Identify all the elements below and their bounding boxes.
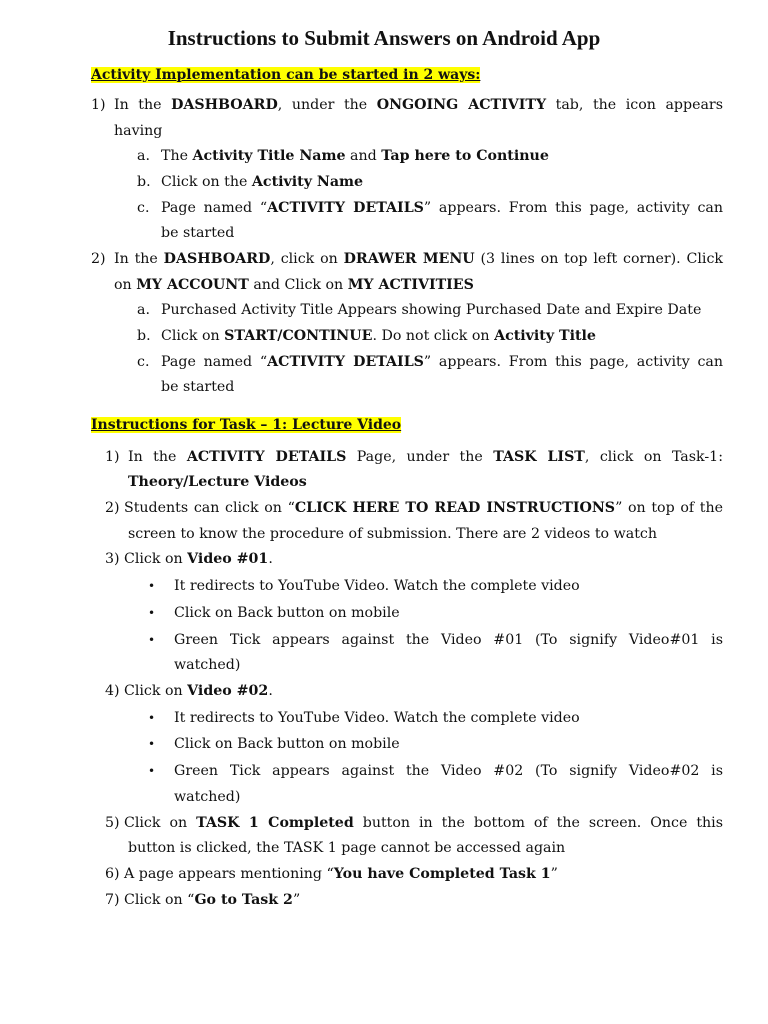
step3-bullet-2: Click on Back button on mobile	[174, 605, 400, 621]
section2-heading-text: Instructions for Task – 1: Lecture Video	[91, 417, 402, 433]
step4-line: Click on Video #02.	[124, 683, 273, 699]
step3-bullet-3-cont: watched)	[174, 657, 241, 673]
bullet-dot: •	[148, 737, 156, 751]
item1-line1: In the DASHBOARD, under the ONGOING ACTIVITY tab, the icon appears	[114, 97, 723, 113]
item1-a-text: The Activity Title Name and Tap here to Continue	[161, 148, 549, 164]
item2-a-label: a.	[137, 302, 150, 318]
item1-c-label: c.	[137, 200, 150, 216]
step3-number: 3)	[105, 551, 120, 567]
step4-bullet-3: Green Tick appears against the Video #02 (To signify Video#02 is	[174, 763, 723, 779]
step5-line2: button is clicked, the TASK 1 page cannot be accessed again	[128, 840, 566, 856]
step4-bullet-1: It redirects to YouTube Video. Watch the complete video	[174, 710, 580, 726]
item2-a-text: Purchased Activity Title Appears showing Purchased Date and Expire Date	[161, 302, 702, 318]
step1-line1: In the ACTIVITY DETAILS Page, under the TASK LIST, click on Task-1:	[128, 449, 723, 465]
step7-line: Click on “Go to Task 2”	[124, 892, 301, 908]
item2-line2: on MY ACCOUNT and Click on MY ACTIVITIES	[114, 277, 474, 293]
item1-line2: having	[114, 123, 163, 139]
item1-a-label: a.	[137, 148, 150, 164]
step6-number: 6)	[105, 866, 120, 882]
step7-number: 7)	[105, 892, 120, 908]
bullet-dot: •	[148, 764, 156, 778]
section1-heading-text: Activity Implementation can be started in 2 ways:	[91, 67, 481, 83]
step2-line2: screen to know the procedure of submission. There are 2 videos to watch	[128, 526, 657, 542]
bullet-dot: •	[148, 711, 156, 725]
step4-bullet-3-cont: watched)	[174, 789, 241, 805]
bullet-dot: •	[148, 633, 156, 647]
step4-bullet-2: Click on Back button on mobile	[174, 736, 400, 752]
item2-c-text2: be started	[161, 379, 235, 395]
bullet-dot: •	[148, 579, 156, 593]
item2-b-text: Click on START/CONTINUE. Do not click on Activity Title	[161, 328, 596, 344]
item2-number: 2)	[91, 251, 106, 267]
section2-heading	[91, 416, 401, 434]
step1-line2: Theory/Lecture Videos	[128, 474, 307, 490]
item2-c-text: Page named “ACTIVITY DETAILS” appears. From this page, activity can	[161, 354, 724, 370]
bullet-dot: •	[148, 606, 156, 620]
step4-number: 4)	[105, 683, 120, 699]
step2-number: 2)	[105, 500, 120, 516]
step3-bullet-3: Green Tick appears against the Video #01 (To signify Video#01 is	[174, 632, 723, 648]
step5-line1: Click on TASK 1 Completed button in the bottom of the screen. Once this	[124, 815, 724, 831]
item1-c-text2: be started	[161, 225, 235, 241]
item2-c-label: c.	[137, 354, 150, 370]
item1-number: 1)	[91, 97, 106, 113]
step3-line: Click on Video #01.	[124, 551, 273, 567]
item1-c-text: Page named “ACTIVITY DETAILS” appears. From this page, activity can	[161, 200, 724, 216]
item2-line1: In the DASHBOARD, click on DRAWER MENU (3 lines on top left corner). Click	[114, 251, 723, 267]
step6-line: A page appears mentioning “You have Completed Task 1”	[124, 866, 558, 882]
step1-number: 1)	[105, 449, 120, 465]
item2-b-label: b.	[137, 328, 151, 344]
step5-number: 5)	[105, 815, 120, 831]
item1-b-label: b.	[137, 174, 151, 190]
item1-b-text: Click on the Activity Name	[161, 174, 364, 190]
section1-heading	[91, 66, 480, 84]
page-title: Instructions to Submit Answers on Android App	[167, 26, 601, 50]
step3-bullet-1: It redirects to YouTube Video. Watch the complete video	[174, 578, 580, 594]
step2-line1: Students can click on “CLICK HERE TO READ INSTRUCTIONS” on top of the	[124, 500, 724, 516]
